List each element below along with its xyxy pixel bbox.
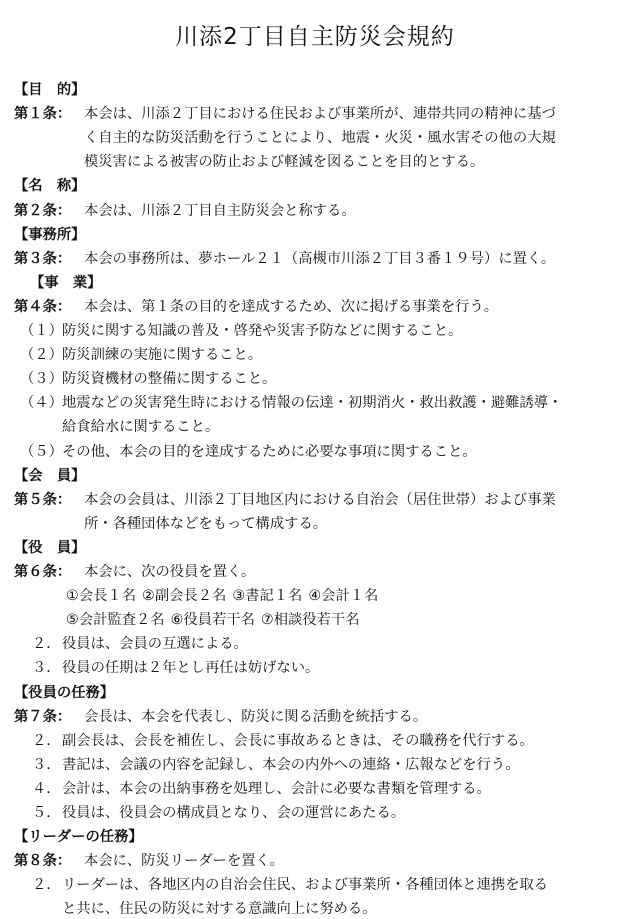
section-heading: 【リーダーの任務】 [14, 829, 143, 846]
article-text: 本会の事務所は、夢ホール２１（高槻市川添２丁目３番１９号）に置く。 [84, 250, 556, 267]
article-text: 所・各種団体などをもって構成する。 [84, 515, 328, 532]
sub-clause-text: 会計は、本会の出納事務を処理し、会計に必要な書類を管理する。 [62, 780, 491, 797]
item-number: （１） [20, 323, 63, 339]
sub-clause-number: ４． [32, 780, 61, 797]
article-text: 模災害による被害の防止および軽減を図ることを目的とする。 [84, 154, 485, 171]
item-text: その他、本会の目的を達成するために必要な事項に関すること。 [62, 443, 477, 460]
item-text: 給食給水に関すること。 [62, 419, 220, 436]
sub-clause-number: ２． [32, 877, 61, 894]
article-number: 第３条： [14, 250, 72, 267]
article-text: く自主的な防災活動を行うことにより、地震・火災・風水害その他の大規 [84, 130, 556, 147]
article-number: 第２条： [14, 202, 72, 219]
section-heading: 【名 称】 [14, 178, 86, 195]
article-number: 第６条： [14, 564, 72, 580]
article-number: 第１条： [14, 106, 72, 123]
document-title: 川添2丁目自主防災会規約 [175, 24, 455, 50]
item-text: 防災資機材の整備に関すること。 [62, 371, 277, 388]
role-entry: ②副会長２名 [142, 588, 227, 605]
sub-clause-text: 書記は、会議の内容を記録し、本会の内外への連絡・広報などを行う。 [62, 756, 520, 773]
sub-clause-number: ２． [32, 732, 61, 749]
article-text: 本会の会員は、川添２丁目地区内における自治会（居住世帯）および事業 [84, 491, 556, 508]
role-entry: ⑦相談役若干名 [260, 612, 360, 629]
article-number: 第８条： [14, 853, 72, 870]
section-heading: 【事 業】 [30, 274, 102, 291]
sub-clause-number: ２． [32, 636, 61, 653]
item-text: 防災訓練の実施に関すること。 [62, 347, 263, 364]
sub-clause-number: ５． [32, 805, 61, 821]
item-number: （２） [20, 347, 63, 364]
article-text: 本会は、川添２丁目自主防災会と称する。 [84, 202, 356, 219]
sub-clause-number: ３． [32, 756, 61, 773]
item-text: 防災に関する知識の普及・啓発や災害予防などに関すること。 [62, 323, 463, 339]
role-entry: ④会計１名 [308, 588, 379, 605]
sub-clause-text: と共に、住民の防災に対する意識向上に努める。 [62, 901, 377, 918]
sub-clause-text: リーダーは、各地区内の自治会住民、および事業所・各種団体と連携を取る [62, 877, 549, 894]
article-text: 本会は、第１条の目的を達成するため、次に掲げる事業を行う。 [84, 298, 499, 315]
role-list-row [66, 610, 360, 630]
section-heading: 【役員の任務】 [14, 684, 115, 701]
section-heading: 【役 員】 [14, 539, 86, 556]
section-heading: 【事務所】 [14, 226, 86, 243]
article-text: 会長は、本会を代表し、防災に関る活動を統括する。 [84, 708, 428, 725]
article-number: 第７条： [14, 708, 72, 725]
role-entry: ①会長１名 [66, 588, 137, 605]
role-entry: ⑥役員若干名 [170, 612, 255, 629]
role-entry: ③書記１名 [232, 588, 303, 605]
sub-clause-text: 副会長は、会長を補佐し、会長に事故あるときは、その職務を代行する。 [62, 732, 534, 749]
role-list-row [66, 586, 378, 606]
sub-clause-number: ３． [32, 660, 61, 677]
item-number: （５） [20, 443, 63, 460]
article-number: 第５条： [14, 491, 72, 508]
item-text: 地震などの災害発生時における情報の伝達・初期消火・救出救護・避難誘導・ [62, 395, 563, 412]
role-entry: ⑤会計監査２名 [66, 612, 165, 629]
article-text: 本会は、川添２丁目における住民および事業所が、連帯共同の精神に基づ [84, 106, 556, 123]
sub-clause-text: 役員の任期は２年とし再任は妨げない。 [62, 660, 320, 677]
article-number: 第４条： [14, 298, 72, 315]
article-text: 本会に、次の役員を置く。 [84, 564, 256, 580]
sub-clause-text: 役員は、会員の互選による。 [62, 636, 248, 653]
item-number: （３） [20, 371, 63, 388]
sub-clause-text: 役員は、役員会の構成員となり、会の運営にあたる。 [62, 805, 406, 821]
item-number: （４） [20, 395, 63, 412]
article-text: 本会に、防災リーダーを置く。 [84, 853, 284, 870]
section-heading: 【会 員】 [14, 467, 86, 484]
section-heading: 【目 的】 [14, 82, 86, 98]
